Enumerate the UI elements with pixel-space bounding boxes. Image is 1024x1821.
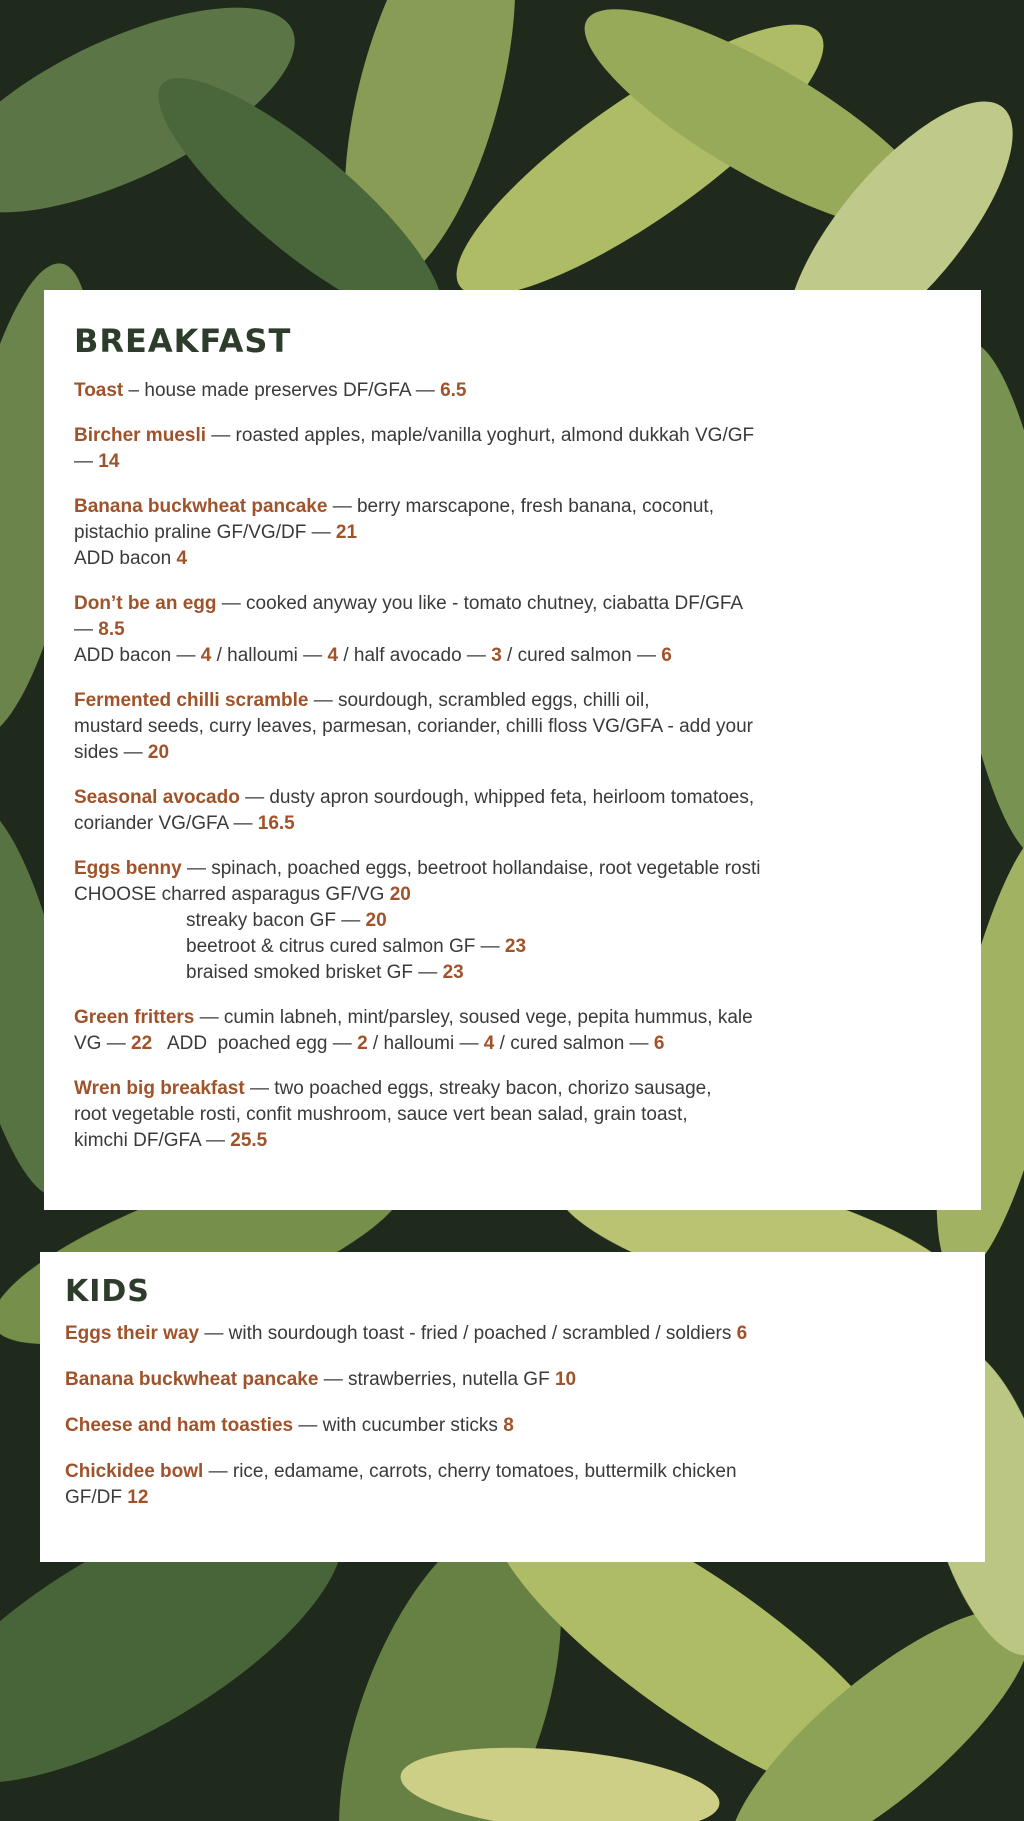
item-price: 12 xyxy=(127,1487,149,1508)
item-description: — xyxy=(74,619,99,640)
add-on-price: 2 xyxy=(357,1033,368,1054)
item-price: 14 xyxy=(98,451,120,472)
add-on-price: 4 xyxy=(176,548,188,569)
add-on-price: 4 xyxy=(200,645,212,666)
option-price: 20 xyxy=(365,910,387,931)
add-on-label: / half avocado — xyxy=(338,645,492,666)
item-name: Eggs their way xyxy=(65,1323,200,1344)
add-on-label: ADD poached egg — xyxy=(152,1033,358,1054)
add-on-price: 3 xyxy=(491,645,502,666)
add-on-price: 4 xyxy=(327,645,339,666)
add-on-label: / halloumi — xyxy=(367,1033,484,1054)
item-name: Banana buckwheat pancake xyxy=(74,496,328,517)
menu-item-chilli-scramble xyxy=(74,688,951,766)
item-name: Don’t be an egg xyxy=(74,593,217,614)
item-description: — spinach, poached eggs, beetroot hollandaise, root vegetable rosti xyxy=(181,858,761,879)
breakfast-heading: BREAKFAST xyxy=(74,322,292,360)
item-name: Toast xyxy=(74,380,124,401)
item-name: Green fritters xyxy=(74,1007,195,1028)
item-name: Banana buckwheat pancake xyxy=(65,1369,319,1390)
item-description: VG — xyxy=(74,1033,132,1054)
item-description: mustard seeds, curry leaves, parmesan, coriander, chilli floss VG/GFA - add your xyxy=(74,716,754,737)
item-description: sides — xyxy=(74,742,148,763)
menu-item-big-breakfast xyxy=(74,1076,951,1154)
item-price: 6 xyxy=(736,1323,748,1344)
item-description: — with sourdough toast - fried / poached / scrambled / soldiers xyxy=(199,1323,737,1344)
item-description: — berry marscapone, fresh banana, coconut, xyxy=(327,496,714,517)
option-price: 23 xyxy=(442,962,464,983)
item-description: — xyxy=(74,451,99,472)
item-description: GF/DF xyxy=(65,1487,128,1508)
kids-item-chickidee-bowl xyxy=(65,1459,960,1511)
item-description: – house made preserves DF/GFA — xyxy=(123,380,441,401)
menu-item-banana-pancake xyxy=(74,494,951,572)
option-price: 23 xyxy=(504,936,527,957)
item-name: Bircher muesli xyxy=(74,425,206,446)
add-on-label: ADD bacon xyxy=(74,548,177,569)
item-description: — with cucumber sticks xyxy=(293,1415,504,1436)
item-description: — sourdough, scrambled eggs, chilli oil, xyxy=(308,690,650,711)
item-description: — cooked anyway you like - tomato chutney, ciabatta DF/GFA xyxy=(216,593,744,614)
item-description: — cumin labneh, mint/parsley, soused vege, pepita hummus, kale xyxy=(194,1007,753,1028)
item-price: 6.5 xyxy=(440,380,467,401)
item-description: — dusty apron sourdough, whipped feta, heirloom tomatoes, xyxy=(239,787,755,808)
menu-item-eggs-benny xyxy=(74,856,951,986)
add-on-label: / cured salmon — xyxy=(501,645,662,666)
kids-heading: KIDS xyxy=(65,1274,150,1309)
add-on-label: / cured salmon — xyxy=(494,1033,654,1054)
item-price: 10 xyxy=(554,1369,577,1390)
kids-menu-panel xyxy=(40,1252,985,1562)
item-description: coriander VG/GFA — xyxy=(74,813,258,834)
menu-item-seasonal-avocado xyxy=(74,785,951,837)
option-label: braised smoked brisket GF — xyxy=(186,962,443,983)
breakfast-menu-panel xyxy=(44,290,981,1210)
item-price: 22 xyxy=(131,1033,153,1054)
item-price: 25.5 xyxy=(230,1130,268,1151)
option-label: CHOOSE charred asparagus GF/VG xyxy=(74,884,390,905)
item-price: 21 xyxy=(335,522,358,543)
item-description: kimchi DF/GFA — xyxy=(74,1130,231,1151)
item-description: — two poached eggs, streaky bacon, chorizo sausage, xyxy=(244,1078,712,1099)
add-on-label: / halloumi — xyxy=(211,645,328,666)
item-price: 8 xyxy=(503,1415,514,1436)
item-price: 20 xyxy=(147,742,170,763)
kids-item-pancake xyxy=(65,1367,960,1393)
item-name: Cheese and ham toasties xyxy=(65,1415,294,1436)
menu-item-toast xyxy=(74,378,951,404)
option-label: streaky bacon GF — xyxy=(186,910,366,931)
menu-item-green-fritters xyxy=(74,1005,951,1057)
add-on-price: 4 xyxy=(483,1033,495,1054)
item-description: — rice, edamame, carrots, cherry tomatoes, buttermilk chicken xyxy=(203,1461,737,1482)
add-on-label: ADD bacon — xyxy=(74,645,201,666)
item-name: Fermented chilli scramble xyxy=(74,690,309,711)
item-description: — strawberries, nutella GF xyxy=(318,1369,555,1390)
item-price: 8.5 xyxy=(98,619,125,640)
item-description: — roasted apples, maple/vanilla yoghurt, almond dukkah VG/GF xyxy=(206,425,755,446)
kids-item-toasties xyxy=(65,1413,960,1439)
item-description: root vegetable rosti, confit mushroom, sauce vert bean salad, grain toast, xyxy=(74,1104,688,1125)
option-label: beetroot & citrus cured salmon GF — xyxy=(186,936,505,957)
item-price: 16.5 xyxy=(257,813,295,834)
item-name: Chickidee bowl xyxy=(65,1461,204,1482)
option-price: 20 xyxy=(389,884,411,905)
add-on-price: 6 xyxy=(661,645,672,666)
item-name: Wren big breakfast xyxy=(74,1078,245,1099)
item-name: Eggs benny xyxy=(74,858,182,879)
kids-item-eggs xyxy=(65,1321,960,1347)
item-description: pistachio praline GF/VG/DF — xyxy=(74,522,336,543)
add-on-price: 6 xyxy=(653,1033,665,1054)
menu-item-bircher-muesli xyxy=(74,423,951,475)
menu-item-dont-be-an-egg xyxy=(74,591,951,669)
item-name: Seasonal avocado xyxy=(74,787,240,808)
